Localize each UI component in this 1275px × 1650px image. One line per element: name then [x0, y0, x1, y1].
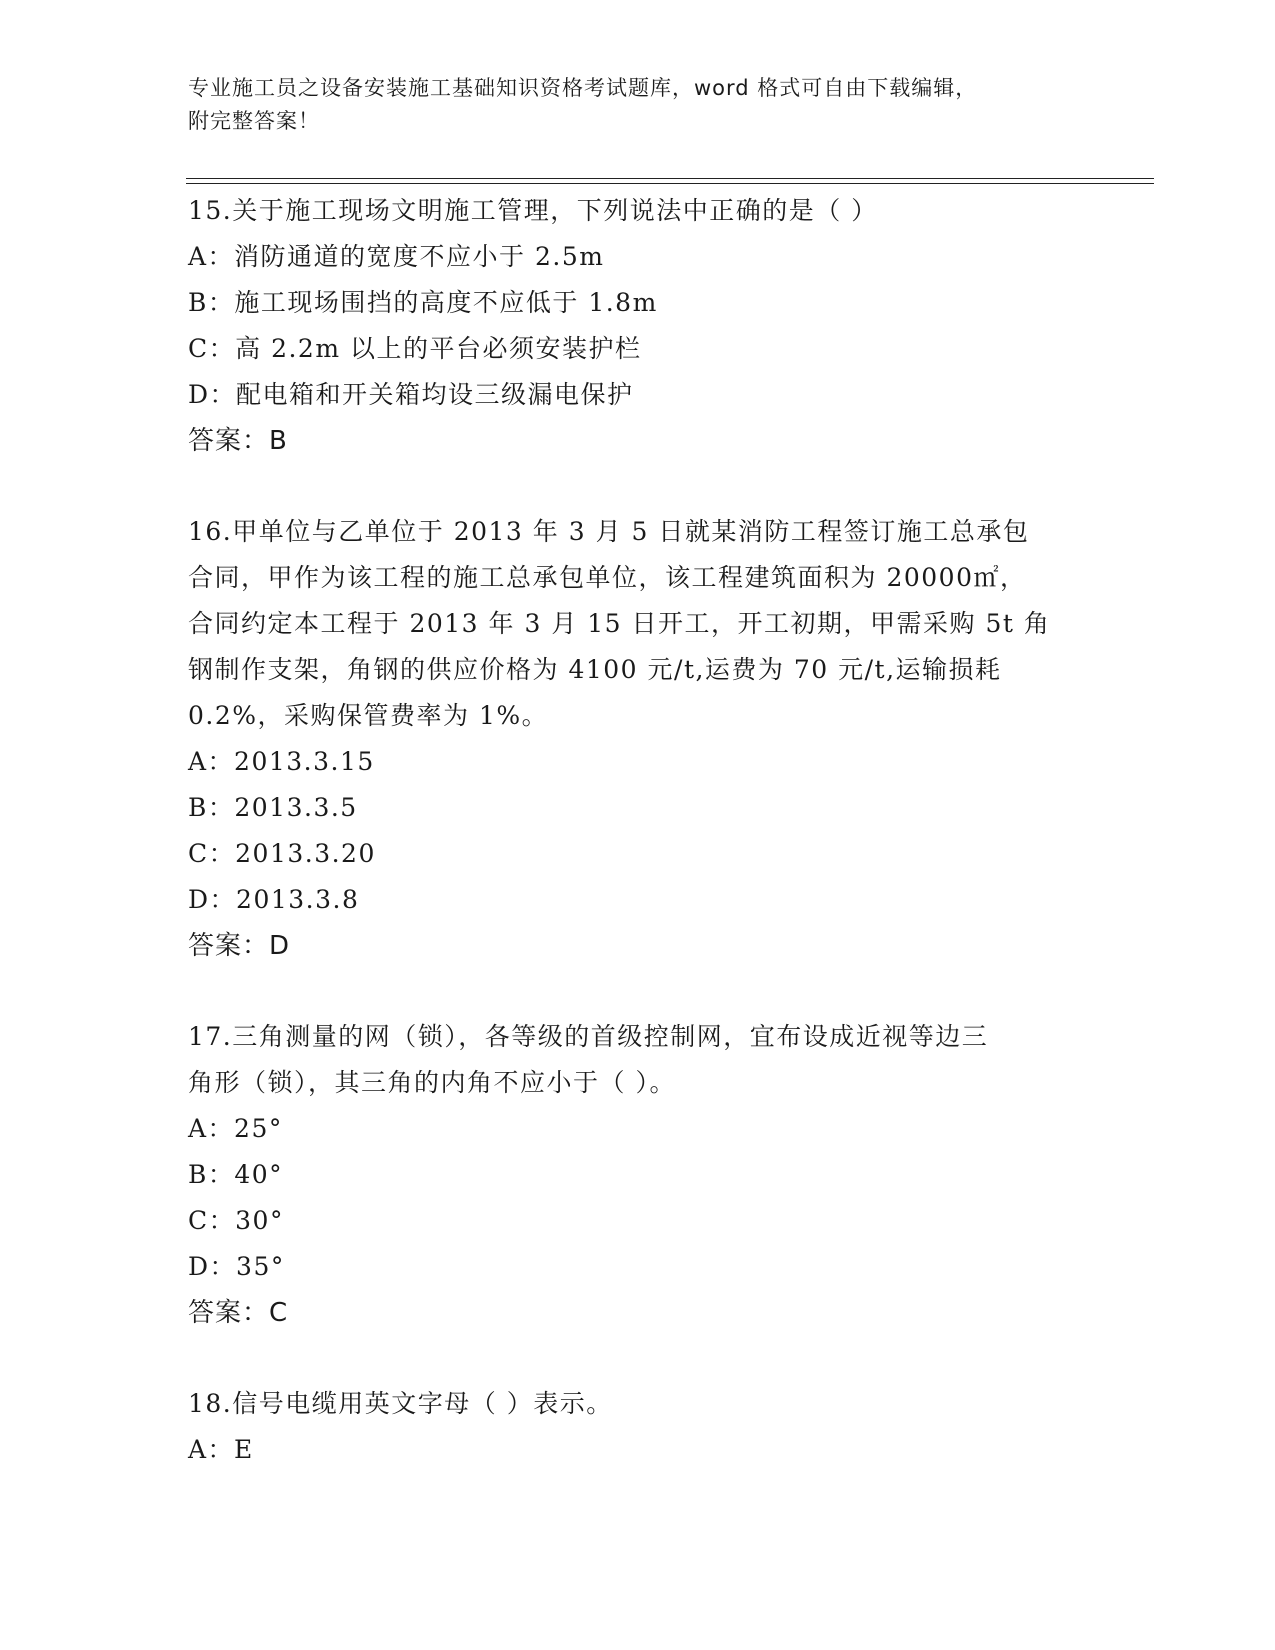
header-line-1: 专业施工员之设备安装施工基础知识资格考试题库，word 格式可自由下载编辑，: [188, 76, 978, 100]
question-text: 18.信号电缆用英文字母（ ）表示。: [188, 1389, 613, 1418]
question-spacer: [188, 969, 1078, 1014]
question-text-line: 合同约定本工程于 2013 年 3 月 15 日开工，开工初期，甲需采购 5t 角: [188, 609, 1051, 638]
option-d: D：2013.3.8: [188, 885, 360, 914]
answer: 答案：C: [188, 1298, 289, 1328]
question-text-line: 钢制作支架，角钢的供应价格为 4100 元/t,运费为 70 元/t,运输损耗: [188, 655, 1002, 684]
document-header: [188, 72, 1088, 138]
option-c: C：2013.3.20: [188, 839, 376, 868]
question-text-line: 16.甲单位与乙单位于 2013 年 3 月 5 日就某消防工程签订施工总承包: [188, 517, 1030, 546]
question-text: 15.关于施工现场文明施工管理，下列说法中正确的是（ ）: [188, 196, 878, 225]
question-list: [188, 188, 1078, 1473]
option-a: A：2013.3.15: [188, 747, 375, 776]
question-18: [188, 1381, 1078, 1473]
question-text-line: 合同，甲作为该工程的施工总承包单位，该工程建筑面积为 20000㎡，: [188, 563, 1027, 592]
option-a: A：消防通道的宽度不应小于 2.5m: [188, 242, 605, 271]
question-16: [188, 509, 1078, 969]
answer: 答案：D: [188, 931, 291, 961]
option-d: D：配电箱和开关箱均设三级漏电保护: [188, 380, 634, 409]
header-line-2: 附完整答案！: [188, 109, 320, 133]
option-c: C：30°: [188, 1206, 284, 1235]
question-text-line: 角形（锁），其三角的内角不应小于（ ）。: [188, 1068, 676, 1097]
answer: 答案：B: [188, 426, 288, 456]
question-15: [188, 188, 1078, 464]
question-spacer: [188, 464, 1078, 509]
header-divider-top: [186, 178, 1154, 179]
question-text-line: 17.三角测量的网（锁），各等级的首级控制网，宜布设成近视等边三: [188, 1022, 989, 1051]
question-spacer: [188, 1336, 1078, 1381]
option-d: D：35°: [188, 1252, 285, 1281]
option-b: B：40°: [188, 1160, 284, 1189]
question-17: [188, 1014, 1078, 1336]
option-b: B：施工现场围挡的高度不应低于 1.8m: [188, 288, 658, 317]
question-text-line: 0.2%，采购保管费率为 1%。: [188, 701, 549, 730]
option-a: A：25°: [188, 1114, 283, 1143]
option-b: B：2013.3.5: [188, 793, 358, 822]
header-divider-bottom: [186, 183, 1154, 184]
option-c: C：高 2.2m 以上的平台必须安装护栏: [188, 334, 642, 363]
option-a: A：E: [188, 1435, 254, 1464]
